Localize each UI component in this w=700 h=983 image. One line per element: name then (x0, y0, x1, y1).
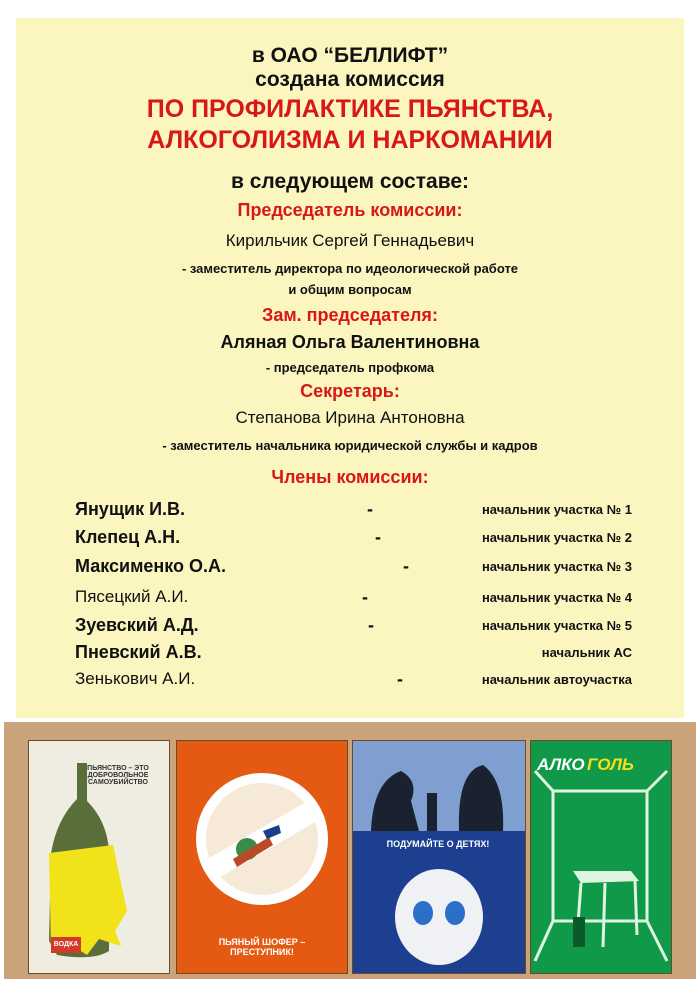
member-dash: - (367, 499, 373, 519)
secretary-name: Степанова Ирина Антоновна (235, 408, 465, 427)
member-role: начальник АС (541, 645, 632, 660)
member-name: Зуевский А.Д. (75, 615, 199, 635)
member-name: Пясецкий А.И. (75, 587, 189, 606)
deputy-label: Зам. председателя: (262, 305, 438, 325)
deputy-name: Аляная Ольга Валентиновна (220, 332, 480, 352)
poster-think-children (352, 740, 526, 974)
member-row (0, 587, 700, 611)
poster-3-text: ПОДУМАЙТЕ О ДЕТЯХ! (386, 839, 490, 849)
member-dash: - (362, 587, 368, 607)
member-role: начальник участка № 3 (481, 559, 632, 574)
member-role: начальник участка № 5 (481, 618, 632, 633)
members-label: Члены комиссии: (271, 467, 429, 487)
header-line-2: создана комиссия (255, 68, 445, 91)
deputy-role: - председатель профкома (265, 360, 435, 375)
member-dash: - (403, 556, 409, 576)
chair-label: Председатель комиссии: (237, 200, 463, 220)
member-dash: - (375, 527, 381, 547)
secretary-label: Секретарь: (300, 381, 400, 401)
stool-illustration (531, 741, 671, 973)
child-illustration (353, 741, 525, 973)
commission-title-1: ПО ПРОФИЛАКТИКЕ ПЬЯНСТВА, (146, 95, 554, 123)
header-line-1: в ОАО “БЕЛЛИФТ” (251, 44, 449, 67)
poster-bottle (28, 740, 170, 974)
member-row (0, 615, 700, 639)
member-row (0, 499, 700, 523)
chair-role-1: - заместитель директора по идеологической работе (181, 261, 519, 276)
composition-label: в следующем составе: (230, 170, 470, 193)
commission-title-2: АЛКОГОЛИЗМА И НАРКОМАНИИ (147, 126, 553, 154)
poster-alcogol (530, 740, 672, 974)
poster-4-text-1: АЛКО (537, 755, 585, 774)
member-row (0, 556, 700, 580)
member-role: начальник участка № 4 (481, 590, 632, 605)
chair-role-2: и общим вопросам (288, 282, 412, 297)
member-role: начальник участка № 2 (481, 530, 632, 545)
secretary-role: - заместитель начальника юридической службы и кадров (162, 438, 538, 453)
member-role: начальник автоучастка (481, 672, 632, 687)
poster-drunk-driver (176, 740, 348, 974)
member-name: Пневский А.В. (75, 642, 202, 662)
poster-strip (4, 722, 696, 979)
member-name: Зенькович А.И. (75, 669, 196, 688)
poster-2-text: ПЬЯНЫЙ ШОФЕР – ПРЕСТУПНИК! (218, 937, 306, 957)
poster-1-label: ВОДКА (53, 941, 79, 948)
member-name: Клепец А.Н. (75, 527, 181, 547)
chair-name: Кирильчик Сергей Геннадьевич (225, 231, 475, 250)
member-row (0, 669, 700, 693)
member-dash: - (368, 615, 374, 635)
member-dash: - (397, 669, 403, 689)
member-row (0, 642, 700, 666)
member-name: Янущик И.В. (75, 499, 186, 519)
member-row (0, 527, 700, 551)
poster-1-text: ПЬЯНСТВО – ЭТО ДОБРОВОЛЬНОЕ САМОУБИЙСТВО (87, 765, 149, 786)
poster-4-text-2: ГОЛЬ (587, 755, 634, 774)
member-role: начальник участка № 1 (481, 502, 632, 517)
member-name: Максименко О.А. (75, 556, 227, 576)
